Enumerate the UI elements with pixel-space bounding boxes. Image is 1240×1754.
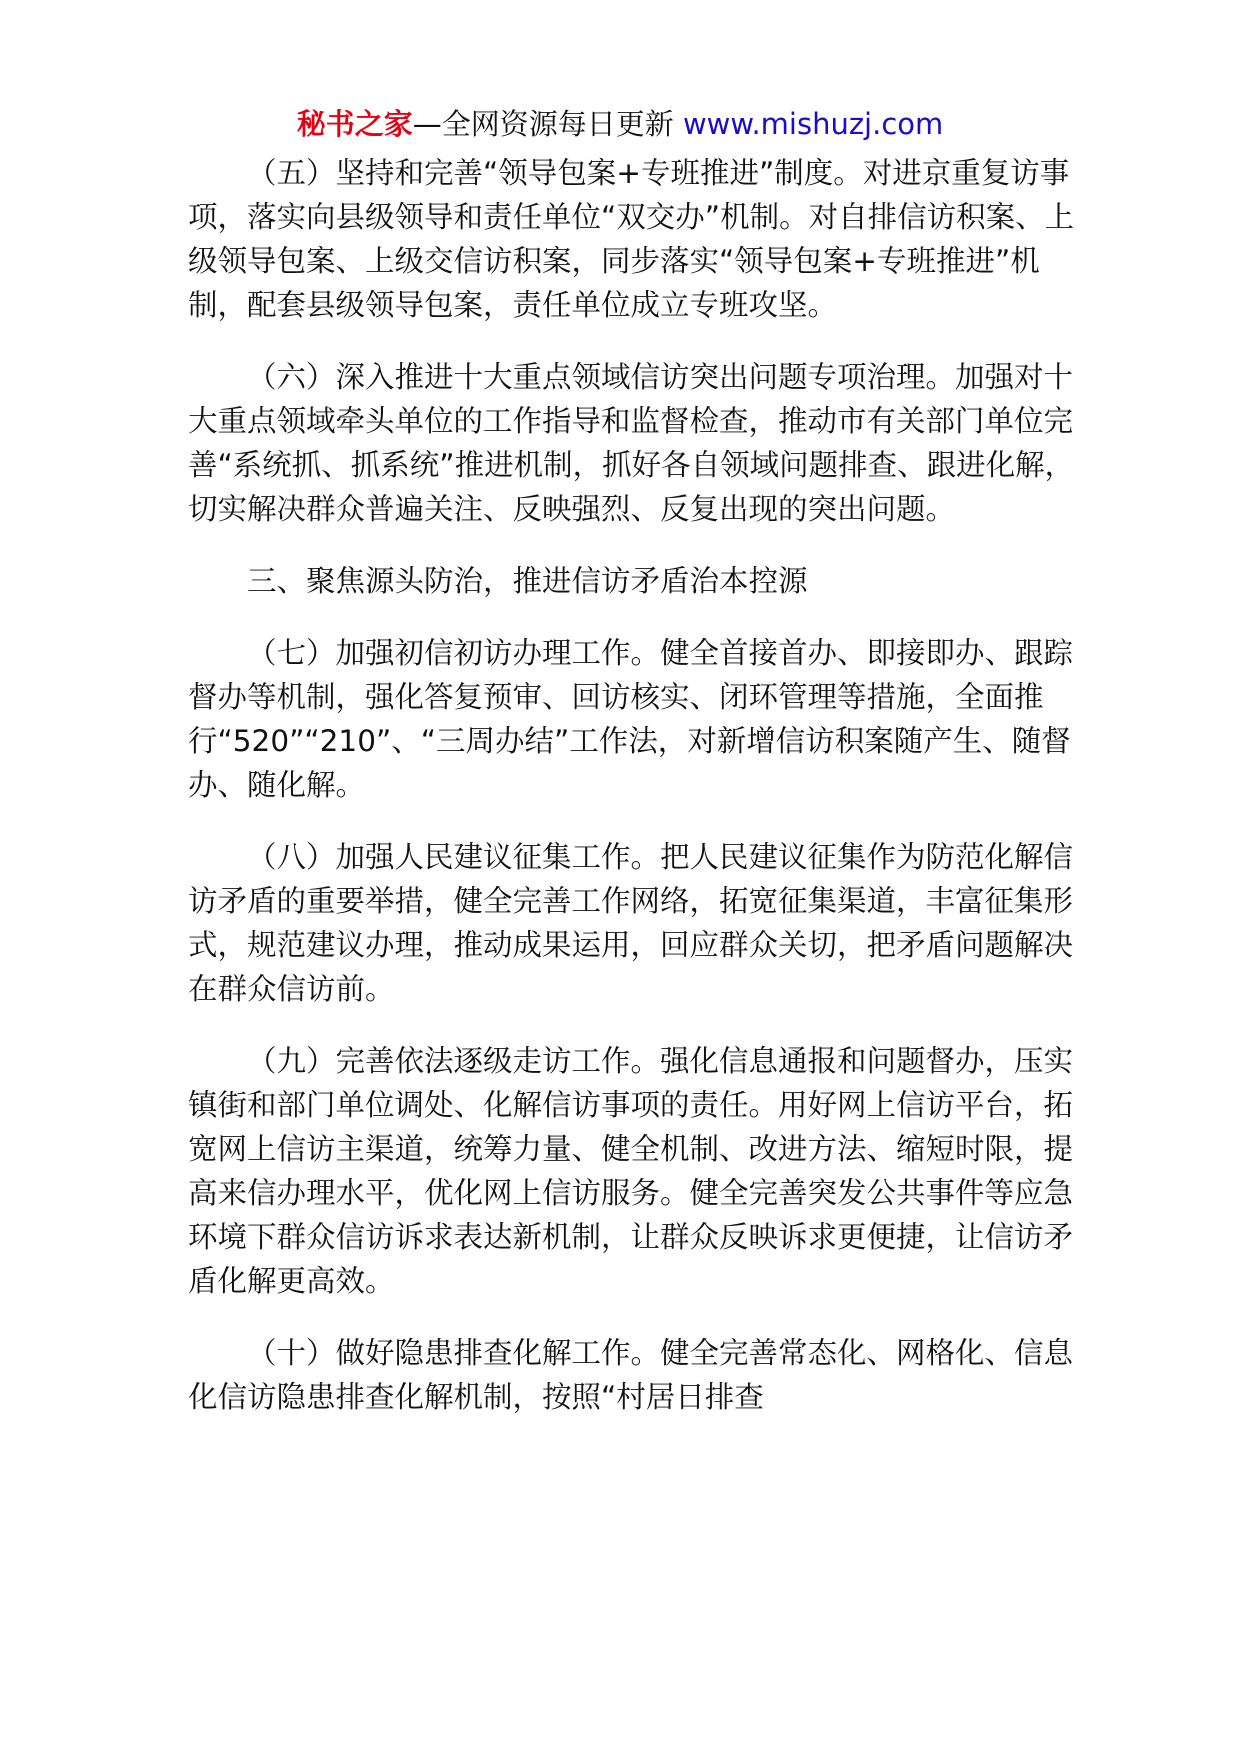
page-header xyxy=(0,104,1240,144)
paragraph-7: （七）加强初信初访办理工作。健全首接首办、即接即办、跟踪督办等机制，强化答复预审、回访核实、闭环管理等措施，全面推行“520”“210”、“三周办结”工作法，对新增信访积案随产生、随督办、随化解。 xyxy=(188,636,1074,802)
paragraph-8: （八）加强人民建议征集工作。把人民建议征集作为防范化解信访矛盾的重要举措，健全完善工作网络，拓宽征集渠道，丰富征集形式，规范建议办理，推动成果运用，回应群众关切，把矛盾问题解决在群众信访前。 xyxy=(188,840,1074,1006)
website-link[interactable]: www.mishuzj.com xyxy=(682,107,944,141)
header-tagline: —全网资源每日更新 xyxy=(412,107,674,141)
document-body xyxy=(188,151,1088,1447)
paragraph-10: （十）做好隐患排查化解工作。健全完善常态化、网格化、信息化信访隐患排查化解机制，按照“村居日排查 xyxy=(188,1336,1074,1414)
brand-name: 秘书之家 xyxy=(296,107,413,141)
paragraph-6: （六）深入推进十大重点领域信访突出问题专项治理。加强对十大重点领域牵头单位的工作指导和监督检查，推动市有关部门单位完善“系统抓、抓系统”推进机制，抓好各自领域问题排查、跟进化解，切实解决群众普遍关注、反映强烈、反复出现的突出问题。 xyxy=(188,360,1075,526)
paragraph-9: （九）完善依法逐级走访工作。强化信息通报和问题督办，压实镇街和部门单位调处、化解信访事项的责任。用好网上信访平台，拓宽网上信访主渠道，统筹力量、健全机制、改进方法、缩短时限，提高来信办理水平，优化网上信访服务。健全完善突发公共事件等应急环境下群众信访诉求表达新机制，让群众反映诉求更便捷，让信访矛盾化解更高效。 xyxy=(188,1044,1074,1298)
paragraph-5: （五）坚持和完善“领导包案+专班推进”制度。对进京重复访事项，落实向县级领导和责任单位“双交办”机制。对自排信访积案、上级领导包案、上级交信访积案，同步落实“领导包案+专班推进”机制，配套县级领导包案，责任单位成立专班攻坚。 xyxy=(188,156,1075,322)
section-heading-3: 三、聚焦源头防治，推进信访矛盾治本控源 xyxy=(247,564,808,598)
